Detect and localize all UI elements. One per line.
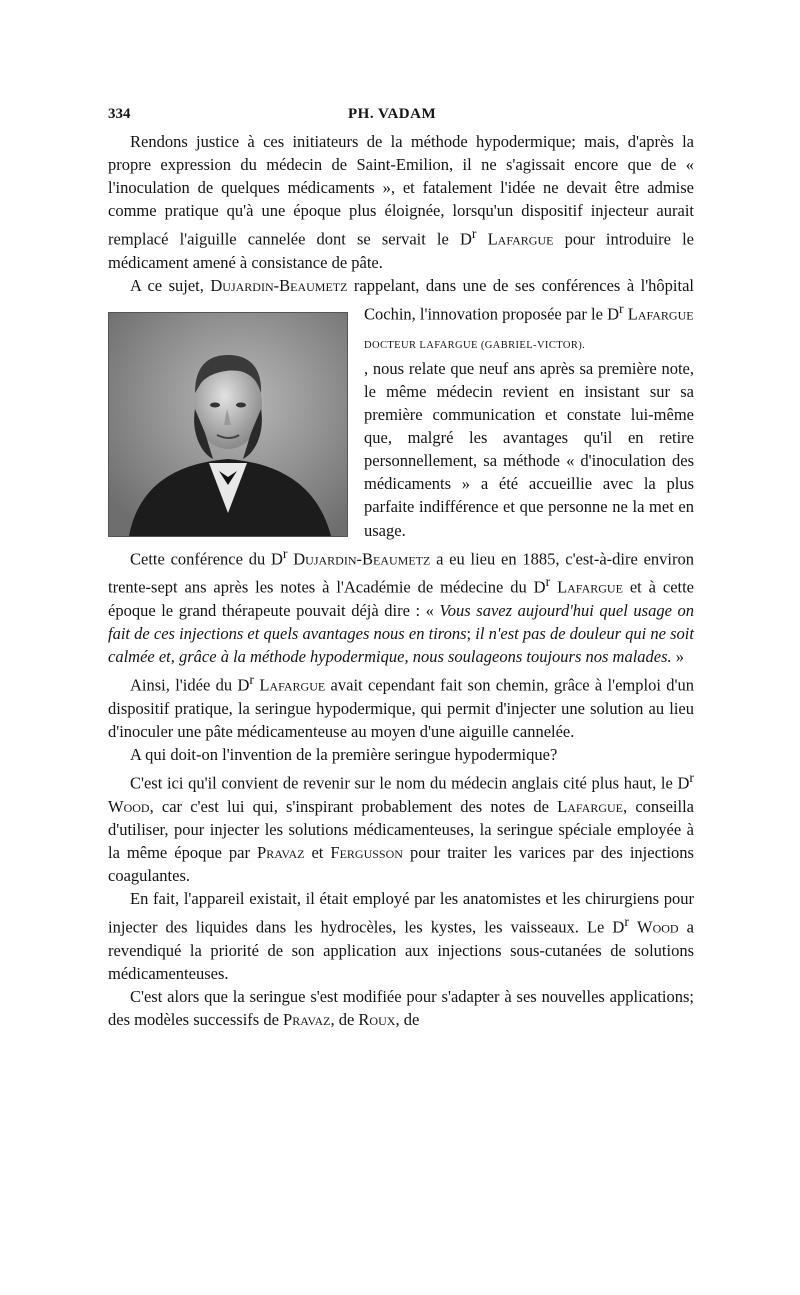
paragraph-3: Cette conférence du $D^r$ Dujardin-Beaumetz a eu lieu en 1885, c'est-à-dire environ trente-sept ans après les notes à l'Académie de médecine du $D^r$ Lafargue et à cette époque le grand thérapeute pouvait déjà dire : « Vous savez aujourd'hui quel usage on fait de ces injections et quels avantages nous en tirons; il n'est pas de douleur qui ne soit calmée et, grâce à la méthode hypodermique, nous soulageons toujours nos malades. » [108,545,695,666]
author-name: Lafargue [557,577,623,597]
author-name: Pravaz [283,1009,331,1029]
author-name: Dujardin-Beaumetz [210,276,348,296]
author-name: Lafargue [259,675,326,695]
quotation-part-1: Vous savez aujourd'hui quel usage on fait de ces injections et quels avantages nous en tirons [108,600,694,643]
quotation-part-2: il n'est pas de douleur qui ne soit calmée et, grâce à la méthode hypodermique, nous soulageons toujours nos malades. [108,623,694,666]
paragraph-8: C'est alors que la seringue s'est modifiée pour s'adapter à ses nouvelles applications; des modèles successifs de Pravaz, de Roux, de [108,986,694,1029]
author-name: Lafargue [487,229,554,249]
paragraph-2: A ce sujet, Dujardin-Beaumetz rappelant, dans une de ses conférences à l'hôpital Cochin, l'innovation proposée par le $D^r$ Lafargue [108,274,694,326]
portrait-image [108,312,348,537]
paragraph-4: Ainsi, l'idée du $D^r$ Lafargue avait cependant fait son chemin, grâce à l'emploi d'un dispositif pratique, la seringue hypodermique, qui permit d'injecter une solution au lieu d'inoculer une pâte médicamenteuse au moyen d'une aiguille cannelée. [108,672,695,741]
page-number: 334 [108,106,131,122]
author-name: Pravaz [257,842,305,862]
paragraph-6: C'est ici qu'il convient de revenir sur le nom du médecin anglais cité plus haut, le $D^r$ Wood, car c'est lui qui, s'inspirant probablement des notes de Lafargue, conseilla d'utiliser, pour injecter les solutions médicamenteuses, la seringue spéciale employée à la même époque par Pravaz et Fergusson pour traiter les varices par des injections coagulantes. [108,769,694,885]
author-name: Wood [637,917,679,937]
running-head: PH. VADAM [348,106,437,122]
body-text: Rendons justice à ces initiateurs de la méthode hypodermique; mais, d'après la propre expression du médecin de Saint-Emilion, il ne s'agissait encore que de « l'inoculation de quelques médicaments », et fatalement l'idée ne devait être admise comme pratique qu'à une époque plus éloignée, lorsqu'un dispositif injecteur aurait remplacé l'aiguille cannelée dont se servait le $D^r$ Lafargue pour introduire le médicament amené à consistance de pâte. A ce sujet, Dujardin-Beaumetz rappelant, dans une de ses conférences à l'hôpital Cochin, l'innovation proposée par le $D^r$ Lafargue DOCTEUR LAFARGUE (GABRIEL-VICTOR). , nous relate que neuf ans après sa première note, le même médecin revient en insistant sur sa première communication et constate lui-même que, malgré les avantages qu'il en retire personnellement, sa méthode « d'inoculation des médicaments » a été accueillie avec la plus parfaite indifférence et que personne ne la met en usage. Cette conférence du $D^r$ Dujardin-Beaumetz a eu lieu en 1885, c'est-à-dire environ trente-sept ans après les notes à l'Académie de médecine du $D^r$ Lafargue et à cette époque le grand thérapeute pouvait déjà dire : « Vous savez aujourd'hui quel usage on fait de ces injections et quels avantages nous en tirons; il n'est pas de douleur qui ne soit calmée et, grâce à la méthode hypodermique, nous soulageons toujours nos malades. » Ainsi, l'idée du $D^r$ Lafargue avait cependant fait son chemin, grâce à l'emploi d'un dispositif pratique, la seringue hypodermique, qui permit d'injecter une solution au lieu d'inoculer une pâte médicamenteuse au moyen d'une aiguille cannelée. A qui doit-on l'invention de la première seringue hypodermique? C'est ici qu'il convient de revenir sur le nom du médecin anglais cité plus haut, le $D^r$ Wood, car c'est lui qui, s'inspirant probablement des notes de Lafargue, conseilla d'utiliser, pour injecter les solutions médicamenteuses, la seringue spéciale employée à la même époque par Pravaz et Fergusson pour traiter les varices par des injections coagulantes. En fait, l'appareil existait, il était employé par les anatomistes et les chirurgiens pour injecter des liquides dans les hydrocèles, les kystes, les vaisseaux. Le $D^r$ Wood a revendiqué la priorité de son application aux injections sous-cutanées de solutions médicamenteuses. C'est alors que la seringue s'est modifiée pour s'adapter à ses nouvelles applications; des modèles successifs de Pravaz, de Roux, de [108,130,694,1031]
figure-caption: DOCTEUR LAFARGUE (GABRIEL-VICTOR). [364,339,586,351]
author-name: Roux [358,1009,396,1029]
paragraph-5: A qui doit-on l'invention de la première seringue hypodermique? [130,744,558,764]
portrait-figure [108,297,352,537]
author-name: Wood [108,796,150,816]
paragraph-1: Rendons justice à ces initiateurs de la méthode hypodermique; mais, d'après la propre expression du médecin de Saint-Emilion, il ne s'agissait encore que de « l'inoculation de quelques médicaments », et fatalement l'idée ne devait être admise comme pratique qu'à une époque plus éloignée, lorsqu'un dispositif injecteur aurait remplacé l'aiguille cannelée dont se servait le $D^r$ Lafargue pour introduire le médicament amené à consistance de pâte. [108,132,695,272]
author-name: Fergusson [330,842,403,862]
paragraph-7: En fait, l'appareil existait, il était employé par les anatomistes et les chirurgiens pour injecter des liquides dans les hydrocèles, les kystes, les vaisseaux. Le $D^r$ Wood a revendiqué la priorité de son application aux injections sous-cutanées de solutions médicamenteuses. [108,888,694,983]
author-name: Dujardin-Beaumetz [293,549,431,569]
author-name: Lafargue [557,796,624,816]
author-name: Lafargue [627,304,694,324]
